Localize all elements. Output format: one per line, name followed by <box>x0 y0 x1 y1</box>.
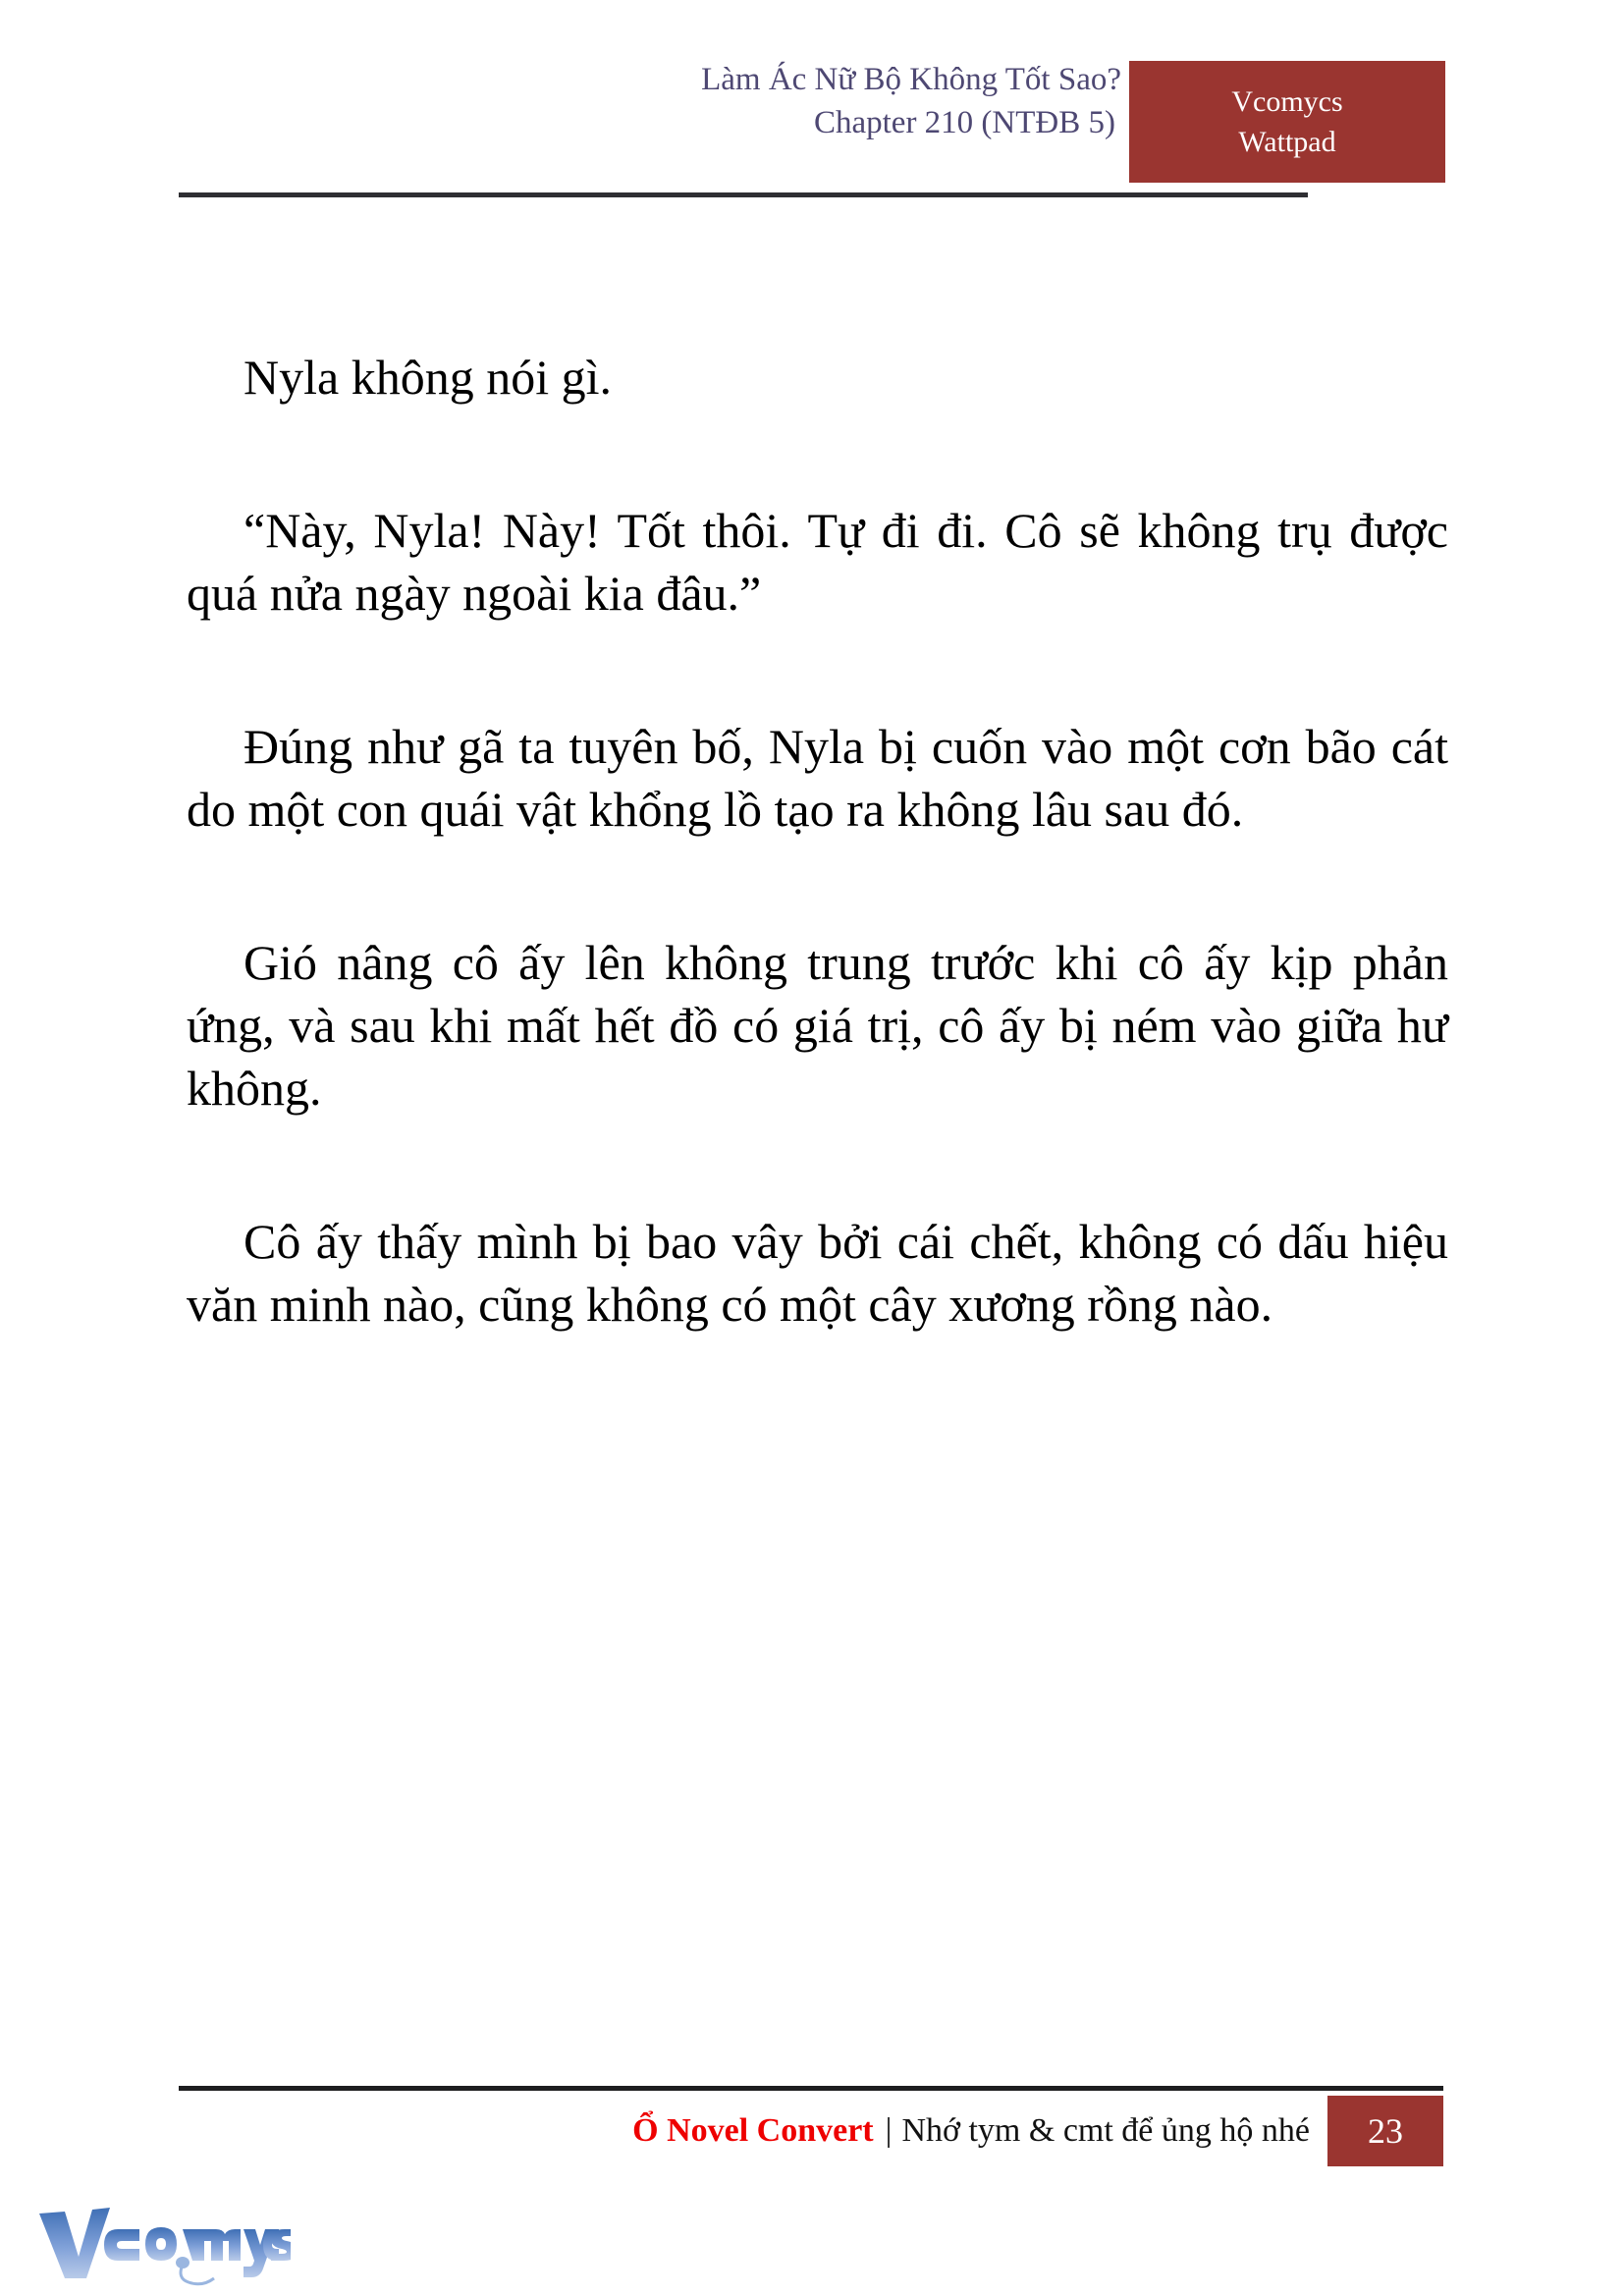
footer-inner <box>632 2096 1443 2166</box>
paragraph: Gió nâng cô ấy lên không trung trước khi cô ấy kịp phản ứng, và sau khi mất hết đồ có giá trị, cô ấy bị ném vào giữa hư không. <box>187 935 1448 1116</box>
page-header <box>179 59 1445 196</box>
source-badge-line2: Wattpad <box>1238 126 1336 158</box>
book-title: Làm Ác Nữ Bộ Không Tốt Sao? <box>701 62 1121 97</box>
header-title-block <box>316 59 1121 144</box>
source-badge <box>1129 61 1445 183</box>
paragraph: Cô ấy thấy mình bị bao vây bởi cái chết, không có dấu hiệu văn minh nào, cũng không có một cây xương rồng nào. <box>187 1214 1448 1332</box>
page-content <box>187 346 1448 1336</box>
paragraph: Đúng như gã ta tuyên bố, Nyla bị cuốn vào một cơn bão cát do một con quái vật khổng lồ tạo ra không lâu sau đó. <box>187 719 1448 837</box>
header-divider <box>179 192 1308 197</box>
page-number-badge: 23 <box>1327 2096 1443 2166</box>
source-badge-line1: Vcomycs <box>1231 84 1343 118</box>
footer-separator: | <box>885 2112 893 2149</box>
paragraph: “Này, Nyla! Này! Tốt thôi. Tự đi đi. Cô sẽ không trụ được quá nửa ngày ngoài kia đâu.” <box>187 503 1448 621</box>
footer-brand-label: Ổ Novel Convert <box>632 2112 874 2149</box>
vcomycs-logo-icon <box>35 2196 291 2286</box>
footer-tagline: Nhớ tym & cmt để ủng hộ nhé <box>901 2112 1310 2149</box>
page-footer <box>179 2096 1443 2166</box>
vcomycs-logo <box>35 2196 291 2286</box>
footer-credit <box>632 2096 1327 2166</box>
chapter-label: Chapter 210 (NTĐB 5) <box>813 104 1115 140</box>
footer-divider <box>179 2086 1443 2091</box>
paragraph: Nyla không nói gì. <box>244 350 612 405</box>
